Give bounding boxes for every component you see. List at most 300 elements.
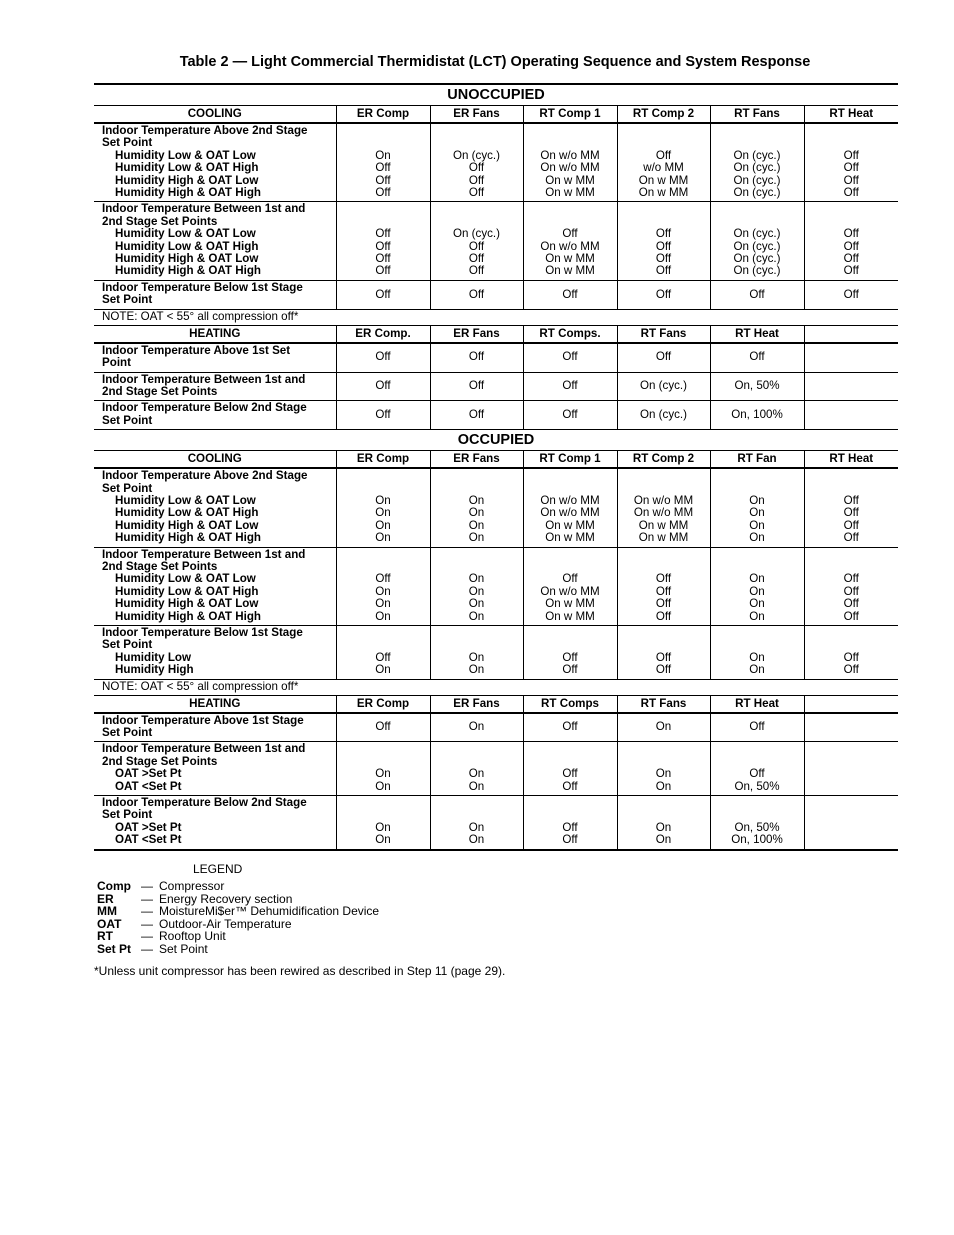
cell-value: Off — [843, 239, 859, 253]
column-header: ER Comp — [336, 695, 430, 713]
legend-dash: — — [141, 879, 153, 893]
header-row — [94, 106, 898, 124]
cell-value: Off — [562, 408, 578, 422]
row-sub-label: Humidity High & OAT Low — [115, 252, 259, 266]
table-cell — [336, 713, 430, 742]
table-cell — [430, 742, 523, 796]
legend-item — [97, 905, 379, 918]
column-header: RT Comps — [523, 695, 617, 713]
cell-value: On (cyc.) — [733, 264, 781, 278]
cell-value: Off — [562, 833, 578, 847]
row-label-line: Indoor Temperature Below 2nd Stage — [102, 796, 307, 810]
legend-dash: — — [141, 904, 153, 919]
legend-text: Compressor — [159, 879, 225, 893]
cell-value: On w MM — [638, 518, 689, 532]
table-row — [94, 401, 898, 430]
cell-value: Off — [562, 767, 578, 781]
cell-value: Off — [655, 663, 672, 677]
operating-sequence-table — [94, 83, 898, 851]
cell-value: On w/o MM — [540, 148, 600, 162]
table-cell — [523, 796, 617, 850]
table-cell — [523, 202, 617, 280]
cell-value: On w MM — [545, 597, 595, 611]
table-cell — [336, 626, 430, 680]
row-sub-label: Humidity Low & OAT Low — [115, 148, 256, 162]
cell-value: On — [375, 518, 391, 532]
column-header: HEATING — [94, 695, 336, 713]
cell-value: On, 50% — [734, 779, 780, 793]
cell-value: On (cyc.) — [733, 227, 781, 241]
cell-value: Off — [562, 572, 578, 586]
cell-value: On — [468, 779, 485, 793]
table-cell — [804, 742, 898, 796]
cell-value: Off — [562, 379, 578, 393]
table-row — [94, 123, 898, 202]
cell-value: Off — [655, 572, 672, 586]
table-cell — [617, 547, 710, 625]
row-label — [94, 372, 336, 401]
cell-value: On — [375, 663, 391, 677]
cell-value: On, 50% — [734, 820, 780, 834]
row-sub-label: Humidity High & OAT Low — [115, 518, 259, 532]
row-label-line: Indoor Temperature Between 1st and — [102, 742, 306, 756]
row-label-line: Indoor Temperature Below 2nd Stage — [102, 401, 307, 415]
cell-value: On (cyc.) — [733, 173, 781, 187]
table-cell — [617, 468, 710, 547]
table-cell — [430, 713, 523, 742]
cell-value: Off — [468, 379, 485, 393]
cell-value: Off — [468, 239, 485, 253]
cell-value: On — [655, 779, 672, 793]
column-header: RT Comp 1 — [523, 106, 617, 124]
cell-value: On w MM — [545, 609, 595, 623]
cell-value: Off — [655, 650, 672, 664]
cell-value: Off — [843, 584, 859, 598]
table-cell — [523, 123, 617, 202]
column-header — [804, 695, 898, 713]
cell-value: On — [375, 779, 391, 793]
cell-value: Off — [655, 239, 672, 253]
row-sub-label: Humidity High — [115, 663, 194, 677]
row-sub-label: Humidity High & OAT Low — [115, 597, 259, 611]
row-label-line: Indoor Temperature Above 1st Stage — [102, 713, 304, 727]
cell-value: On — [468, 584, 485, 598]
cell-value: On, 50% — [734, 379, 780, 393]
table-row — [94, 468, 898, 547]
table-cell — [430, 343, 523, 372]
cell-value: Off — [843, 173, 859, 187]
cell-value: On w MM — [545, 531, 595, 545]
cell-value: On w MM — [545, 518, 595, 532]
row-label — [94, 202, 336, 280]
cell-value: Off — [562, 663, 578, 677]
table-cell — [710, 468, 804, 547]
cell-value: Off — [375, 239, 391, 253]
table-cell — [336, 372, 430, 401]
table-title: Table 2 — Light Commercial Thermidistat (LCT) Operating Sequence and System Response — [179, 54, 811, 70]
cell-value: Off — [749, 720, 765, 734]
cell-value: On (cyc.) — [639, 408, 688, 422]
cell-value: On — [749, 584, 765, 598]
legend-abbr: ER — [97, 891, 114, 906]
table-cell — [617, 626, 710, 680]
cell-value: Off — [843, 493, 859, 507]
table-cell — [617, 123, 710, 202]
legend-text: Rooftop Unit — [159, 929, 226, 944]
cell-value: On — [468, 767, 485, 781]
cell-value: On — [468, 650, 485, 664]
table-cell — [430, 547, 523, 625]
row-label-line: Indoor Temperature Above 1st Set — [102, 343, 291, 357]
cell-value: On — [749, 531, 765, 545]
cell-value: Off — [655, 252, 672, 266]
cell-value: On — [468, 820, 485, 834]
cell-value: On w MM — [638, 531, 689, 545]
row-label-line: 2nd Stage Set Points — [102, 559, 218, 573]
column-header: ER Comp. — [336, 325, 430, 343]
cell-value: Off — [468, 264, 485, 278]
cell-value: On — [375, 767, 391, 781]
legend-abbr: Set Pt — [97, 941, 132, 956]
cell-value: Off — [375, 161, 391, 175]
table-cell — [804, 401, 898, 430]
table-cell — [617, 280, 710, 309]
cell-value: On — [375, 584, 391, 598]
row-label — [94, 123, 336, 202]
table-cell — [336, 280, 430, 309]
table-cell — [617, 372, 710, 401]
table-cell — [804, 796, 898, 850]
table-cell — [710, 796, 804, 850]
legend-abbr: Comp — [97, 879, 131, 893]
legend-title: LEGEND — [193, 862, 243, 876]
table-row — [94, 626, 898, 680]
cell-value: On — [375, 531, 391, 545]
cell-value: On — [749, 650, 765, 664]
cell-value: On — [468, 518, 485, 532]
cell-value: On — [655, 767, 672, 781]
row-label-line: Set Point — [102, 293, 153, 307]
row-label — [94, 343, 336, 372]
cell-value: On, 100% — [731, 833, 783, 847]
table-cell — [804, 547, 898, 625]
cell-value: On (cyc.) — [733, 239, 781, 253]
column-header: RT Fans — [617, 325, 710, 343]
cell-value: Off — [562, 779, 578, 793]
cell-value: On — [375, 833, 391, 847]
cell-value: Off — [375, 650, 391, 664]
legend-text: MoistureMi$er™ Dehumidification Device — [159, 904, 380, 919]
cell-value: Off — [749, 350, 765, 364]
column-header: COOLING — [94, 106, 336, 124]
table-cell — [710, 202, 804, 280]
column-header: HEATING — [94, 325, 336, 343]
legend-item — [97, 880, 379, 893]
row-sub-label: Humidity Low — [115, 650, 191, 664]
row-label-line: 2nd Stage Set Points — [102, 754, 218, 768]
row-label-line: 2nd Stage Set Points — [102, 384, 218, 398]
cell-value: Off — [562, 820, 578, 834]
table-cell — [804, 372, 898, 401]
cell-value: On w MM — [545, 252, 595, 266]
column-header: RT Heat — [710, 695, 804, 713]
cell-value: On w/o MM — [540, 506, 600, 520]
cell-value: On (cyc.) — [452, 227, 501, 241]
table-cell — [523, 372, 617, 401]
cell-value: Off — [655, 584, 672, 598]
table-cell — [804, 626, 898, 680]
column-header: COOLING — [94, 451, 336, 469]
table-cell — [710, 123, 804, 202]
cell-value: Off — [843, 148, 859, 162]
row-label — [94, 547, 336, 625]
row-sub-label: Humidity Low & OAT Low — [115, 572, 256, 586]
table-cell — [336, 468, 430, 547]
cell-value: On w MM — [638, 173, 689, 187]
cell-value: On w/o MM — [633, 506, 694, 520]
cell-value: Off — [468, 161, 485, 175]
table-cell — [430, 202, 523, 280]
section-title: OCCUPIED — [94, 430, 898, 451]
cell-value: Off — [562, 720, 578, 734]
column-header: ER Fans — [430, 695, 523, 713]
table-row — [94, 742, 898, 796]
cell-value: On (cyc.) — [733, 252, 781, 266]
column-header: RT Fan — [710, 451, 804, 469]
column-header: RT Comp 2 — [617, 106, 710, 124]
table-cell — [430, 626, 523, 680]
table-cell — [430, 372, 523, 401]
table-row — [94, 713, 898, 742]
row-sub-label: OAT <Set Pt — [115, 833, 182, 847]
column-header: RT Heat — [804, 106, 898, 124]
row-sub-label: Humidity High & OAT High — [115, 609, 261, 623]
table-row — [94, 547, 898, 625]
section-title: UNOCCUPIED — [94, 84, 898, 106]
cell-value: w/o MM — [643, 161, 684, 175]
row-sub-label: Humidity Low & OAT Low — [115, 227, 256, 241]
cell-value: Off — [843, 506, 859, 520]
table-row — [94, 280, 898, 309]
cell-value: Off — [562, 650, 578, 664]
table-cell — [804, 343, 898, 372]
row-label-line: Indoor Temperature Above 2nd Stage — [102, 469, 308, 483]
table-cell — [523, 547, 617, 625]
legend-dash: — — [141, 929, 153, 944]
cell-value: On — [468, 833, 485, 847]
cell-value: Off — [843, 609, 859, 623]
table-cell — [617, 343, 710, 372]
cell-value: On (cyc.) — [733, 148, 781, 162]
cell-value: Off — [749, 287, 765, 301]
cell-value: On w MM — [638, 186, 689, 200]
column-header: ER Fans — [430, 325, 523, 343]
cell-value: On — [375, 820, 391, 834]
row-label-line: Set Point — [102, 413, 153, 427]
cell-value: On (cyc.) — [733, 161, 781, 175]
row-sub-label: Humidity Low & OAT Low — [115, 493, 256, 507]
cell-value: On — [749, 572, 765, 586]
table-cell — [430, 796, 523, 850]
column-header: RT Comp 2 — [617, 451, 710, 469]
column-header: ER Comp — [336, 451, 430, 469]
legend — [97, 880, 379, 956]
cell-value: On — [655, 833, 672, 847]
row-sub-label: OAT >Set Pt — [115, 820, 182, 834]
legend-abbr: RT — [97, 929, 113, 944]
table-cell — [336, 796, 430, 850]
cell-value: Off — [468, 408, 485, 422]
cell-value: Off — [655, 609, 672, 623]
table-cell — [804, 202, 898, 280]
cell-value: Off — [468, 252, 485, 266]
table-cell — [523, 468, 617, 547]
cell-value: Off — [655, 148, 672, 162]
cell-value: On — [749, 609, 765, 623]
table-cell — [617, 742, 710, 796]
table-cell — [336, 401, 430, 430]
column-header: RT Fans — [710, 106, 804, 124]
cell-value: On — [655, 720, 672, 734]
row-sub-label: Humidity Low & OAT High — [115, 584, 259, 598]
row-label-line: Point — [102, 356, 131, 370]
column-header: ER Fans — [430, 451, 523, 469]
cell-value: On — [468, 609, 485, 623]
cell-value: On — [375, 506, 391, 520]
cell-value: Off — [655, 287, 672, 301]
cell-value: On — [468, 597, 485, 611]
cell-value: On — [468, 506, 485, 520]
table-cell — [430, 401, 523, 430]
table-cell — [710, 742, 804, 796]
table-cell — [804, 468, 898, 547]
cell-value: Off — [843, 650, 859, 664]
cell-value: On — [375, 609, 391, 623]
row-label-line: Set Point — [102, 808, 153, 822]
row-sub-label: Humidity High & OAT High — [115, 531, 261, 545]
row-label-line: Set Point — [102, 726, 153, 740]
row-label-line: Indoor Temperature Below 1st Stage — [102, 280, 303, 294]
cell-value: Off — [375, 186, 391, 200]
row-label-line: Set Point — [102, 481, 153, 495]
cell-value: Off — [843, 663, 859, 677]
cell-value: On — [468, 572, 485, 586]
table-cell — [617, 796, 710, 850]
column-header: RT Heat — [804, 451, 898, 469]
note-text: NOTE: OAT < 55° all compression off* — [94, 309, 898, 325]
row-sub-label: Humidity High & OAT Low — [115, 173, 259, 187]
row-label — [94, 713, 336, 742]
legend-abbr: OAT — [97, 916, 122, 931]
table-cell — [804, 713, 898, 742]
row-sub-label: OAT <Set Pt — [115, 779, 182, 793]
cell-value: Off — [468, 350, 485, 364]
cell-value: On — [749, 597, 765, 611]
cell-value: On — [749, 506, 765, 520]
cell-value: On — [468, 531, 485, 545]
cell-value: On w MM — [545, 264, 595, 278]
cell-value: Off — [375, 173, 391, 187]
row-sub-label: Humidity High & OAT High — [115, 186, 261, 200]
cell-value: On (cyc.) — [733, 186, 781, 200]
table-cell — [617, 401, 710, 430]
cell-value: On w/o MM — [540, 161, 600, 175]
cell-value: Off — [375, 287, 391, 301]
table-cell — [336, 547, 430, 625]
cell-value: Off — [843, 572, 859, 586]
legend-abbr: MM — [97, 904, 117, 919]
header-row — [94, 325, 898, 343]
legend-dash: — — [141, 891, 153, 906]
cell-value: Off — [468, 186, 485, 200]
cell-value: Off — [843, 597, 859, 611]
legend-item — [97, 943, 379, 956]
row-label — [94, 401, 336, 430]
cell-value: Off — [843, 161, 859, 175]
cell-value: On w/o MM — [540, 584, 600, 598]
cell-value: On w MM — [545, 173, 595, 187]
legend-item — [97, 918, 379, 931]
cell-value: On (cyc.) — [452, 148, 501, 162]
table-cell — [523, 343, 617, 372]
header-row — [94, 695, 898, 713]
row-label-line: Indoor Temperature Between 1st and — [102, 372, 306, 386]
row-label-line: Indoor Temperature Below 1st Stage — [102, 626, 303, 639]
table-cell — [336, 343, 430, 372]
cell-value: Off — [375, 379, 391, 393]
cell-value: Off — [375, 227, 391, 241]
legend-item — [97, 930, 379, 943]
cell-value: On — [468, 663, 485, 677]
row-sub-label: Humidity Low & OAT High — [115, 239, 259, 253]
row-label-line: Indoor Temperature Between 1st and — [102, 202, 306, 216]
cell-value: Off — [375, 350, 391, 364]
cell-value: On w/o MM — [540, 239, 600, 253]
legend-dash: — — [141, 941, 153, 956]
cell-value: On, 100% — [731, 408, 783, 422]
cell-value: Off — [843, 518, 859, 532]
cell-value: Off — [655, 264, 672, 278]
table-row — [94, 343, 898, 372]
table-cell — [523, 401, 617, 430]
legend-dash: — — [141, 916, 153, 931]
table-cell — [710, 401, 804, 430]
cell-value: On — [655, 820, 672, 834]
cell-value: Off — [843, 531, 859, 545]
cell-value: On — [749, 663, 765, 677]
table-row — [94, 202, 898, 280]
legend-text: Energy Recovery section — [159, 891, 293, 906]
table-cell — [336, 202, 430, 280]
row-label-line: Set Point — [102, 638, 153, 652]
table-cell — [336, 742, 430, 796]
cell-value: On — [375, 597, 391, 611]
cell-value: Off — [655, 350, 672, 364]
table-cell — [710, 713, 804, 742]
cell-value: Off — [843, 186, 859, 200]
legend-text: Set Point — [159, 941, 208, 956]
cell-value: Off — [655, 597, 672, 611]
cell-value: On — [468, 720, 485, 734]
cell-value: Off — [375, 720, 391, 734]
row-label — [94, 626, 336, 680]
column-header — [804, 325, 898, 343]
header-row — [94, 451, 898, 469]
column-header: RT Comps. — [523, 325, 617, 343]
cell-value: Off — [562, 350, 578, 364]
row-label-line: 2nd Stage Set Points — [102, 214, 218, 228]
note-row — [94, 679, 898, 695]
